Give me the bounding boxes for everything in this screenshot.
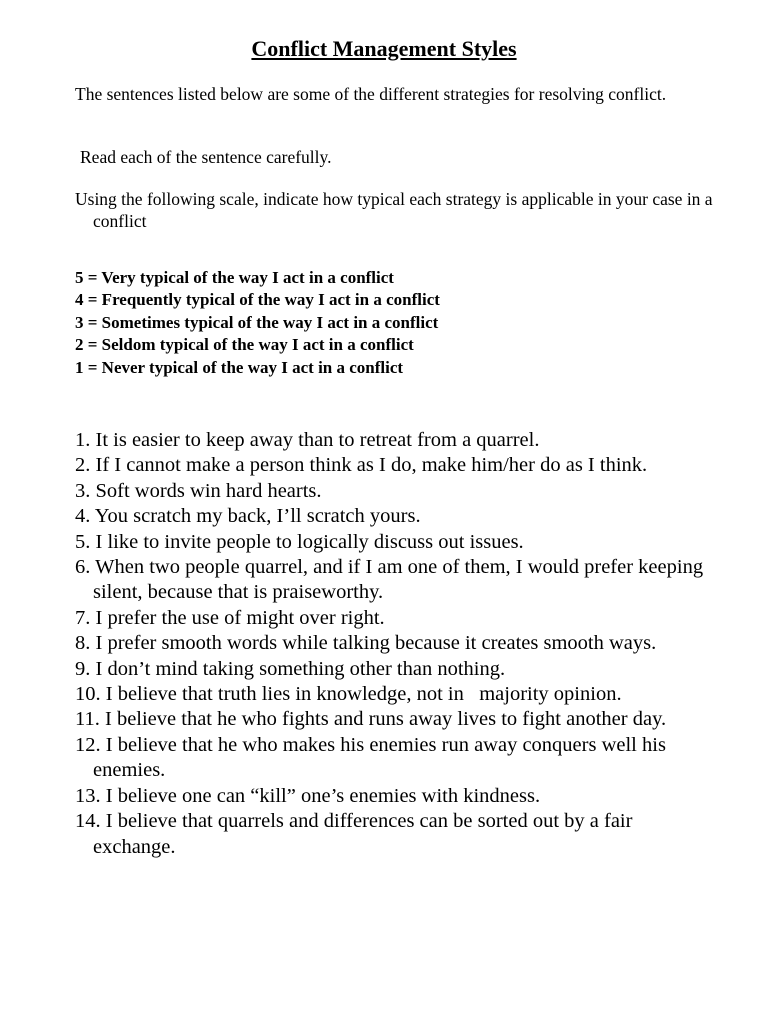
scale-level-5: 5 = Very typical of the way I act in a conflict [75, 268, 394, 287]
scale-level-1: 1 = Never typical of the way I act in a conflict [75, 357, 404, 377]
statement-item: 9. I don’t mind taking something other than nothing. [75, 657, 506, 680]
statement-item: 13. I believe one can “kill” one’s enemies with kindness. [75, 784, 541, 807]
statement-item: 10. I believe that truth lies in knowledge, not in majority opinion. [75, 683, 622, 706]
statement-item: 3. Soft words win hard hearts. [75, 479, 322, 502]
statement-list [75, 428, 715, 860]
statement-item: 5. I like to invite people to logically discuss out issues. [75, 530, 524, 553]
intro-paragraph-strategies: The sentences listed below are some of the different strategies for resolving conflict. [75, 84, 667, 104]
page-title: Conflict Management Styles [251, 36, 517, 61]
statement-item: 7. I prefer the use of might over right. [75, 606, 385, 629]
intro-paragraph-scale-instruction: Using the following scale, indicate how typical each strategy is applicable in your case in a conflict [75, 189, 713, 231]
statement-item: 6. When two people quarrel, and if I am one of them, I would prefer keeping silent, because that is praiseworthy. [75, 556, 704, 604]
statement-item: 2. If I cannot make a person think as I do, make him/her do as I think. [75, 454, 648, 477]
statement-item: 8. I prefer smooth words while talking because it creates smooth ways. [75, 632, 657, 655]
statement-item: 12. I believe that he who makes his enemies run away conquers well his enemies. [75, 733, 666, 782]
rating-scale [75, 267, 715, 379]
statement-item: 1. It is easier to keep away than to retreat from a quarrel. [75, 429, 540, 451]
scale-level-3: 3 = Sometimes typical of the way I act in a conflict [75, 312, 439, 332]
intro-paragraph-read: Read each of the sentence carefully. [80, 147, 332, 167]
statement-item: 11. I believe that he who fights and runs away lives to fight another day. [75, 708, 667, 731]
statement-item: 4. You scratch my back, I’ll scratch yours. [75, 505, 421, 528]
scale-level-2: 2 = Seldom typical of the way I act in a conflict [75, 335, 414, 355]
scale-level-4: 4 = Frequently typical of the way I act in a conflict [75, 290, 440, 310]
statement-item: 14. I believe that quarrels and differences can be sorted out by a fair exchange. [75, 810, 633, 858]
